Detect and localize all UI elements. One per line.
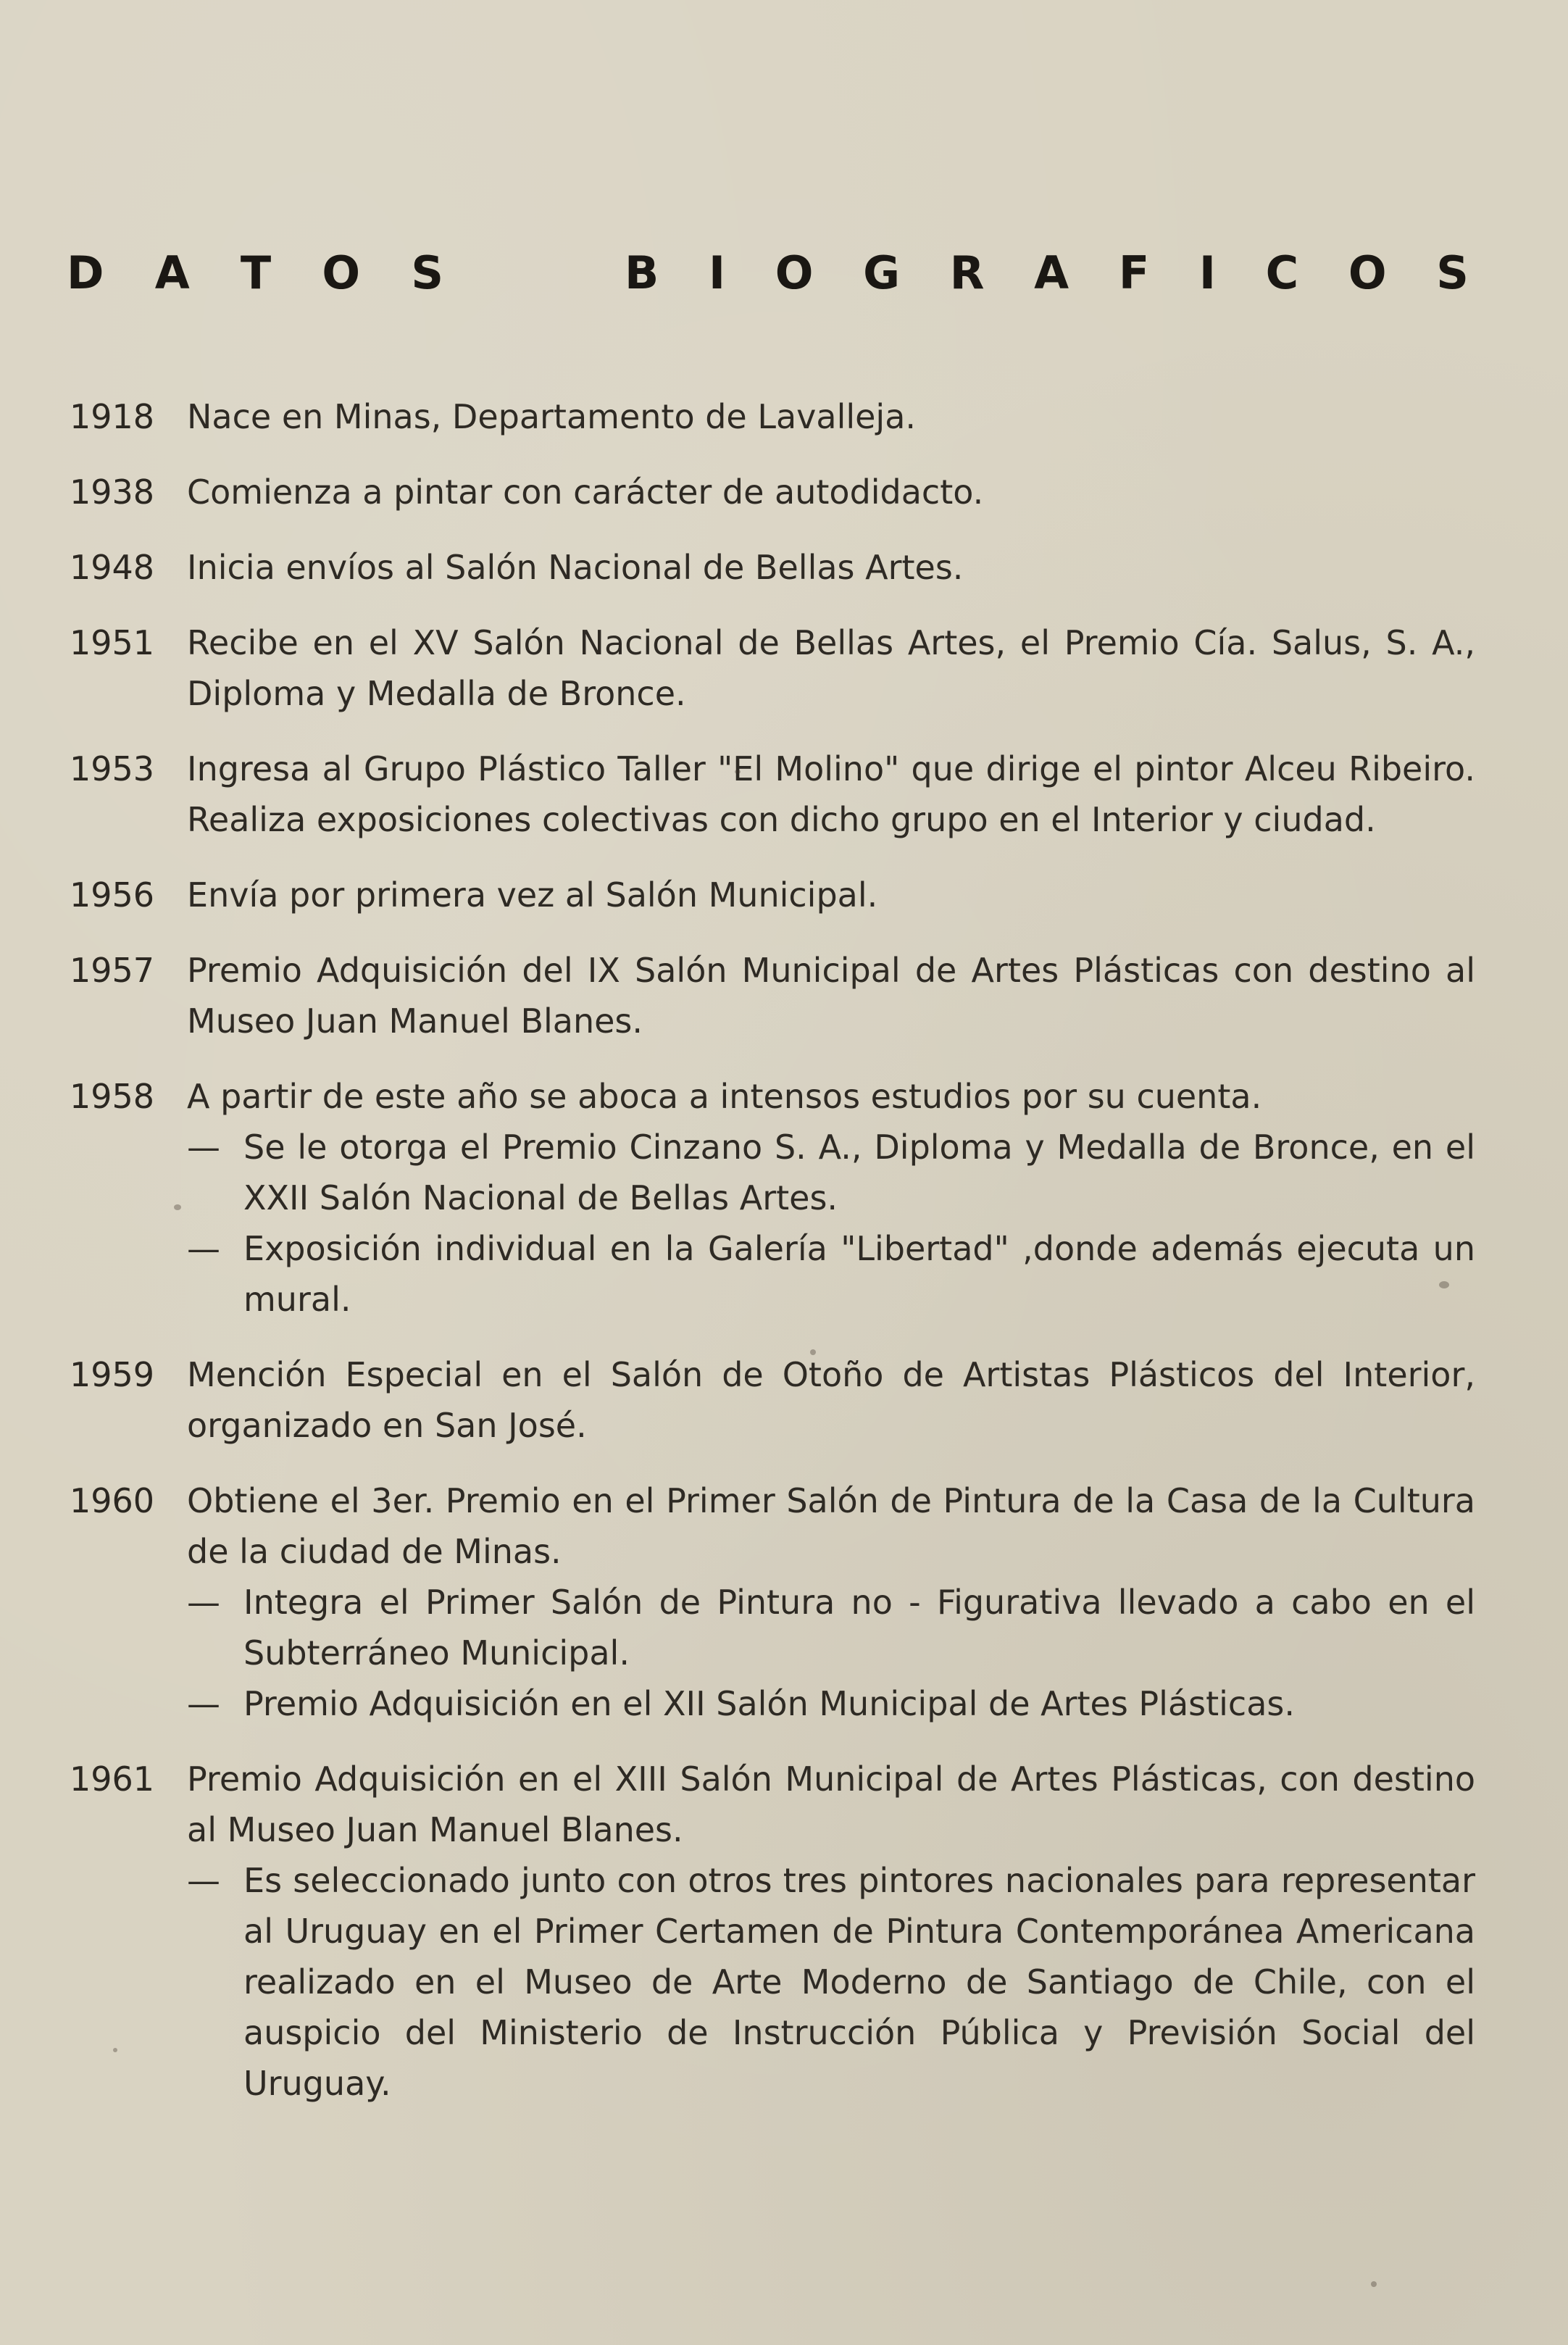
- entry-sub-text: Premio Adquisición en el XII Salón Municipal de Artes Plásticas.: [243, 1684, 1295, 1723]
- entry-year: 1956: [70, 875, 155, 915]
- dash-bullet: —: [187, 1861, 220, 1900]
- title-letter: G: [863, 246, 901, 299]
- entry-sub-text: Se le otorga el Premio Cinzano S. A., Diploma y Medalla de Bronce, en el XXII Salón Nacional de Bellas Artes.: [243, 1128, 1475, 1217]
- title-letter: I: [708, 246, 726, 299]
- entry-body: [187, 1754, 1475, 2109]
- entry-1938: [70, 467, 1475, 517]
- title-letter: B: [625, 246, 659, 299]
- entry-1951: [70, 617, 1475, 719]
- entry-sub-item: [187, 1577, 1475, 1678]
- entry-text: Inicia envíos al Salón Nacional de Bellas Artes.: [187, 548, 964, 587]
- entry-year: 1961: [70, 1759, 155, 1799]
- entry-body: [187, 1475, 1475, 1729]
- entry-1958: [70, 1071, 1475, 1325]
- title-letter: I: [1198, 246, 1216, 299]
- entry-1960: [70, 1475, 1475, 1729]
- entry-sub-item: [187, 1678, 1475, 1729]
- entry-sub-item: [187, 1223, 1475, 1325]
- dash-bullet: —: [187, 1583, 220, 1622]
- entry-text: Premio Adquisición en el XIII Salón Municipal de Artes Plásticas, con destino al Museo Juan Manuel Blanes.: [187, 1759, 1475, 1849]
- entry-text: Envía por primera vez al Salón Municipal.: [187, 875, 878, 915]
- title-word-datos: [67, 246, 443, 299]
- entry-text: Recibe en el XV Salón Nacional de Bellas Artes, el Premio Cía. Salus, S. A., Diploma y Medalla de Bronce.: [187, 623, 1475, 713]
- entry-sub-text: Integra el Primer Salón de Pintura no - Figurativa llevado a cabo en el Subterráneo Municipal.: [243, 1583, 1475, 1673]
- paper-speck: [1439, 1281, 1449, 1288]
- title-letter: O: [1348, 246, 1387, 299]
- entry-body: [187, 945, 1475, 1046]
- title-letter: A: [1034, 246, 1069, 299]
- title-letter: O: [775, 246, 814, 299]
- paper-speck: [810, 1349, 816, 1355]
- entry-body: [187, 617, 1475, 719]
- entry-year: 1960: [70, 1481, 155, 1520]
- entry-sub-text: Exposición individual en la Galería "Libertad" ,donde además ejecuta un mural.: [243, 1229, 1475, 1319]
- entry-body: [187, 467, 1475, 517]
- title-letter: T: [240, 246, 272, 299]
- entry-year: 1959: [70, 1355, 155, 1394]
- paper-speck: [113, 2048, 117, 2052]
- entry-year: 1953: [70, 749, 155, 788]
- entry-1948: [70, 542, 1475, 593]
- entry-1957: [70, 945, 1475, 1046]
- entry-body: [187, 1071, 1475, 1325]
- title-letter: R: [949, 246, 985, 299]
- entry-body: [187, 542, 1475, 593]
- entry-1918: [70, 391, 1475, 442]
- title-letter: S: [411, 246, 443, 299]
- entry-body: [187, 870, 1475, 920]
- title-letter: S: [1436, 246, 1469, 299]
- dash-bullet: —: [187, 1229, 220, 1268]
- entry-sub-text: Es seleccionado junto con otros tres pintores nacionales para representar al Uruguay en el Primer Certamen de Pintura Contemporánea Americana realizado en el Museo de Arte Moderno de Santiago de Chile, con el auspicio del Ministerio de Instrucción Pública y Previsión Social del Uruguay.: [243, 1861, 1475, 2103]
- biography-list: [70, 391, 1475, 2133]
- title-letter: O: [322, 246, 361, 299]
- page-title: [67, 246, 1469, 299]
- entry-1959: [70, 1349, 1475, 1451]
- entry-1961: [70, 1754, 1475, 2109]
- entry-1953: [70, 744, 1475, 845]
- entry-1956: [70, 870, 1475, 920]
- title-letter: D: [67, 246, 104, 299]
- dash-bullet: —: [187, 1684, 220, 1723]
- title-letter: F: [1118, 246, 1150, 299]
- entry-text: Comienza a pintar con carácter de autodidacto.: [187, 472, 984, 512]
- entry-year: 1918: [70, 397, 155, 436]
- entry-text: Mención Especial en el Salón de Otoño de Artistas Plásticos del Interior, organizado en San José.: [187, 1355, 1475, 1445]
- entry-body: [187, 744, 1475, 845]
- entry-text: Nace en Minas, Departamento de Lavalleja.: [187, 397, 917, 436]
- entry-year: 1938: [70, 472, 155, 512]
- title-word-biograficos: [625, 246, 1469, 299]
- entry-text: Premio Adquisición del IX Salón Municipal de Artes Plásticas con destino al Museo Juan Manuel Blanes.: [187, 951, 1475, 1041]
- entry-sub-item: [187, 1855, 1475, 2109]
- entry-text: Ingresa al Grupo Plástico Taller "El Molino" que dirige el pintor Alceu Ribeiro. Realiza exposiciones colectivas con dicho grupo en el Interior y ciudad.: [187, 749, 1475, 839]
- paper-speck: [174, 1204, 181, 1210]
- entry-body: [187, 391, 1475, 442]
- paper-speck: [735, 770, 741, 774]
- entry-year: 1951: [70, 623, 155, 662]
- title-letter: A: [154, 246, 190, 299]
- title-letter: C: [1265, 246, 1299, 299]
- entry-year: 1958: [70, 1077, 155, 1116]
- entry-text: A partir de este año se aboca a intensos estudios por su cuenta.: [187, 1077, 1262, 1116]
- entry-body: [187, 1349, 1475, 1451]
- entry-text: Obtiene el 3er. Premio en el Primer Salón de Pintura de la Casa de la Cultura de la ciudad de Minas.: [187, 1481, 1475, 1571]
- entry-year: 1957: [70, 951, 155, 990]
- paper-speck: [1371, 2281, 1377, 2287]
- dash-bullet: —: [187, 1128, 220, 1167]
- entry-sub-item: [187, 1122, 1475, 1223]
- entry-year: 1948: [70, 548, 155, 587]
